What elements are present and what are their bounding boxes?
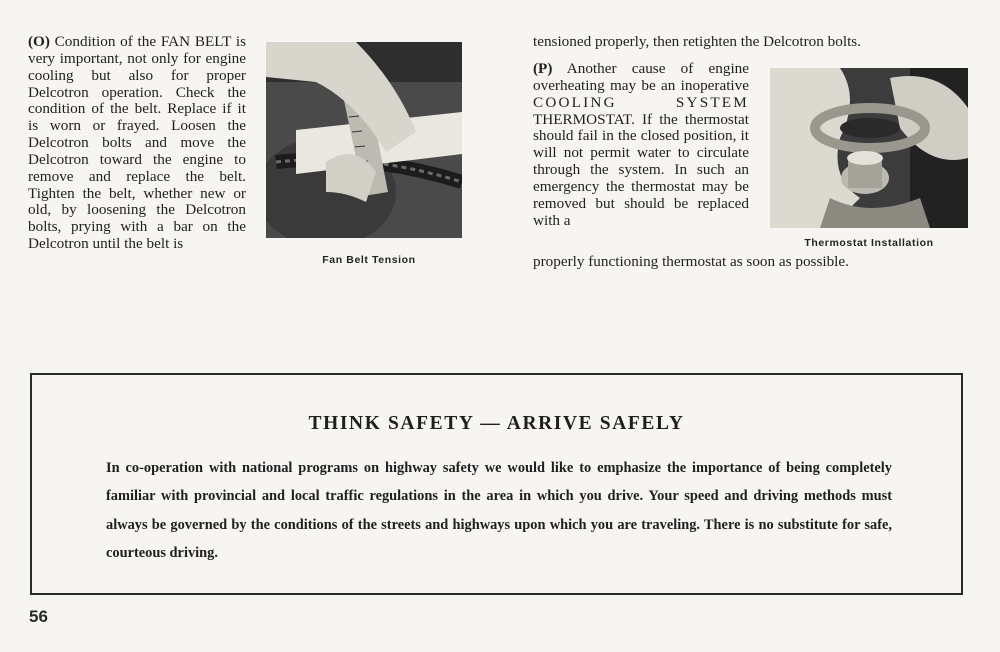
- page-number: 56: [29, 607, 48, 626]
- cooling-system-emphasis: COOLING SYSTEM: [533, 93, 749, 111]
- thermostat-last-line: properly functioning thermostat as soon as possible.: [533, 253, 849, 270]
- continuation-text: tensioned properly, then retighten the Delcotron bolts.: [533, 33, 861, 50]
- safety-title: THINK SAFETY — ARRIVE SAFELY: [308, 413, 685, 434]
- thermostat-caption: Thermostat Installation: [804, 237, 934, 249]
- thermostat-text-after: THERMOSTAT. If the thermostat should fail in the closed position, it will not permit water to circulate through the system. In such an emergency the thermostat may be removed but should be replaced with a: [533, 110, 749, 229]
- fan-belt-text: Condition of the FAN BELT is very important, not only for engine cooling but also for proper Delcotron operation. Check the condition of the belt. Replace if it is worn or frayed. Loosen the Delcotron bolts and move the Delcotron toward the engine to remove and replace the belt. Tighten the belt, whether new or old, by loosening the Delcotron bolts, prying with a bar on the Delcotron until the belt is: [28, 33, 246, 253]
- fan-belt-paragraph: [28, 34, 246, 253]
- thermostat-photo: [770, 68, 968, 228]
- thermostat-paragraph: [533, 61, 749, 229]
- paragraph-label-o: (O): [28, 33, 50, 50]
- safety-notice-box: [30, 373, 963, 595]
- fan-belt-photo: [266, 42, 462, 238]
- fan-belt-illustration: [266, 42, 462, 238]
- paragraph-label-p: (P): [533, 60, 553, 77]
- thermostat-illustration: [770, 68, 968, 228]
- fan-belt-caption: Fan Belt Tension: [322, 254, 416, 266]
- safety-body: In co-operation with national programs on highway safety we would like to emphasize the importance of being completely familiar with provincial and local traffic regulations in the area in which you drive. Your speed and driving methods must always be governed by the conditions of the streets and highways upon which you are traveling. There is no substitute for safe, courteous driving.: [106, 460, 892, 561]
- thermostat-text-before: Another cause of engine overheating may be an inoperative: [533, 60, 749, 94]
